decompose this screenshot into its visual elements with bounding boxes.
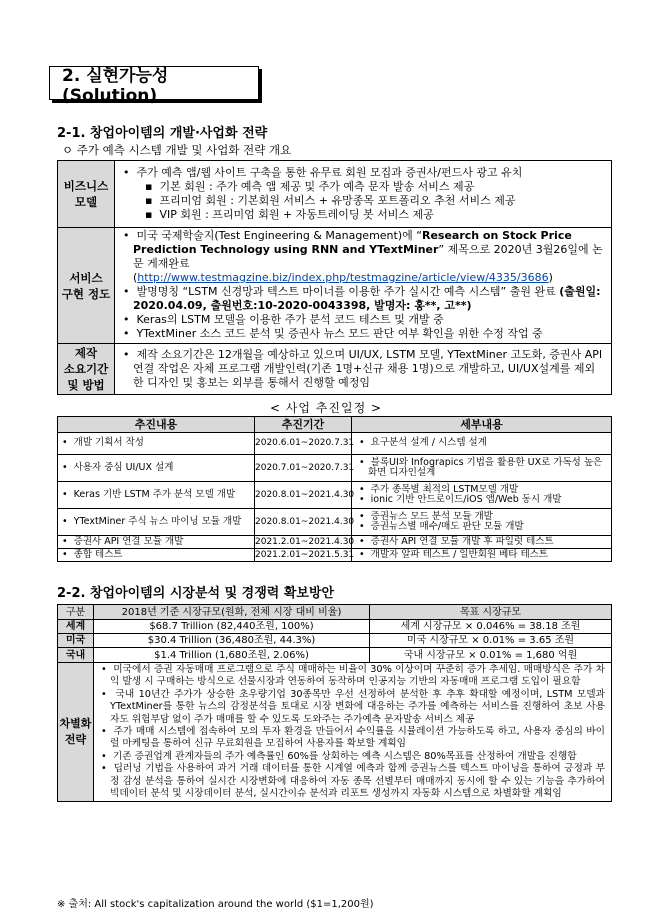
implementation-content [115, 228, 612, 344]
table-row [58, 228, 612, 344]
list-item: • 제작 소요기간은 12개월을 예상하고 있으며 UI/UX, LSTM 모델, YTextMiner 고도화, 증권사 API 연결 작업은 자체 프로그램 개발인력(기존 1명+신규 채용 1명)으로 개발하고, UI/UX설계를 제외한 디자인 및 홍보는 외부를 통해서 진행할 예정임 [123, 347, 603, 389]
production-content [115, 344, 612, 395]
list-item: • YTextMiner 소스 코드 분석 및 증권사 뉴스 모드 판단 여부 확인을 위한 수정 작업 중 [123, 327, 543, 340]
row-header-business-model: 비즈니스 모델 [58, 161, 115, 228]
column-header: 세부내용 [352, 417, 612, 433]
list-item: • Keras의 LSTM 모델을 이용한 주가 분석 코드 테스트 및 개발 중 [123, 313, 444, 326]
column-header: 목표 시장규모 [370, 605, 612, 620]
schedule-table [57, 416, 612, 562]
period-cell: 2020.8.01~2021.4.30 [255, 482, 352, 509]
list-item: • 주가 예측 앱/웹 사이트 구축을 통한 유무료 회원 모집과 증권사/펀드사 광고 유치 [123, 165, 523, 179]
paper-title: Research on Stock Price Prediction Technology using RNN and YTextMiner [133, 229, 572, 256]
detail-text: 주가 종목별 최적의 LSTM모델 개발 [370, 483, 519, 495]
overview-table [57, 160, 612, 395]
detail-text: 증권사 API 연결 모듈 개발 후 파일럿 테스트 [370, 535, 554, 547]
table-row [58, 620, 612, 634]
table-row [58, 634, 612, 648]
column-header: 구분 [58, 605, 94, 620]
region-label: 국내 [58, 648, 94, 663]
table-row: • 사용자 중심 UI/UX 설계 2020.7.01~2020.7.31 • 블록UI와 Infograpics 기법을 활용한 UX로 가독성 높은 화면 디자인설계 [58, 455, 612, 482]
table-row [58, 161, 612, 228]
list-item: ▪ 기본 회원 : 주가 예측 앱 제공 및 주가 예측 문자 발송 서비스 제공 [145, 179, 475, 193]
heading-2-2: 2-2. 창업아이템의 시장분석 및 경쟁력 확보방안 [57, 586, 335, 601]
list-item: • 미국 국제학술지(Test Engineering & Management)에 “Research on Stock Price Prediction Technology using RNN and YTextMiner” 제목으로 2020년 3월26일에 논문 게재완료(http://www.testmagzine.biz/index.php/testmagzine/article/view/4335/3686) [123, 229, 603, 284]
market-size: $1.4 Trillion (1,680조원, 2.06%) [94, 648, 370, 663]
task-cell: 개발 기획서 작성 [73, 437, 144, 449]
table-row: • YTextMiner 주식 뉴스 마이닝 모듈 개발 2020.8.01~2021.4.30 • 증권뉴스 모드 분석 모듈 개발 • 증권뉴스별 매수/매도 판단 모듈 개발 [58, 509, 612, 536]
row-header-production: 제작 소요기간 및 방법 [58, 344, 115, 395]
column-header: 추진내용 [58, 417, 255, 433]
region-label: 세계 [58, 620, 94, 634]
table-row: • 종합 테스트 2021.2.01~2021.5.31 • 개발자 알파 테스트 / 일반회원 베타 테스트 [58, 549, 612, 562]
column-header: 2018년 기준 시장규모(원화, 전체 시장 대비 비율) [94, 605, 370, 620]
section-title: 2. 실현가능성 (Solution) [62, 65, 169, 106]
strategy-content [94, 663, 612, 802]
overview-subtitle: ㅇ 주가 예측 시스템 개발 및 사업화 전략 개요 [62, 143, 292, 157]
table-row [58, 663, 612, 802]
task-cell: Keras 기반 LSTM 주가 분석 모델 개발 [73, 488, 236, 500]
detail-text: ionic 기반 안드로이드/iOS 앱/Web 동시 개발 [370, 494, 562, 505]
market-table [57, 604, 612, 802]
list-item: ▪ 프리미엄 회원 : 기본회원 서비스 + 유망종목 포트폴리오 추천 서비스 제공 [145, 193, 516, 207]
detail-text: 개발자 알파 테스트 / 일반회원 베타 테스트 [370, 548, 548, 560]
table-row [58, 344, 612, 395]
business-model-content [115, 161, 612, 228]
list-item: • 국내 10년간 주가가 상승한 초우량기업 30종목만 우선 선정하여 분석한 후 추후 확대할 예정이며, LSTM 모델과 YTextMiner를 통한 뉴스의 감정분석을 토대로 시장 변화에 대응하는 주가를 예측하는 서비스를 진행하여 초보 사용자도 위험부담 없이 주가 매매를 할 수 있도록 도와주는 주가예측 문자발송 서비스 제공 [101, 688, 605, 725]
list-item: • 미국에서 증권 자동매매 프로그램으로 주식 매매하는 비율이 30% 이상이며 꾸준히 증가 추세임. 매매방식은 주가 차익 발생 시 구매하는 방식으로 선물시장과 연동하여 동작하며 인공지능 기반의 자동매매 프로그램 도입이 필요함 [101, 664, 606, 688]
market-size: $30.4 Trillion (36,480조원, 44.3%) [94, 634, 370, 648]
period-cell: 2021.2.01~2021.5.31 [255, 549, 355, 560]
row-header-implementation: 서비스 구현 정도 [58, 228, 115, 344]
detail-text: 증권뉴스 모드 분석 모듈 개발 [370, 510, 493, 522]
list-item: • 주가 매매 시스템에 접속하여 모의 투자 환경을 만들어서 수익률을 시뮬레이션 가능하도록 하고, 사용자 중심의 바이럴 마케팅을 통하여 신규 무료회원을 모집하여 사용자를 확보할 계획임 [101, 726, 605, 750]
list-item: • 발명명칭 “LSTM 신경망과 텍스트 마이너를 이용한 주가 실시간 예측 시스템” 출원 완료 (출원일: 2020.04.09, 출원번호:10-2020-0043398, 발명자: 홍**, 고**) [123, 285, 601, 312]
market-size: $68.7 Trillion (82,440조원, 100%) [94, 620, 370, 634]
table-header-row [58, 417, 612, 433]
period-cell: 2020.6.01~2020.7.31 [255, 433, 352, 455]
table-row [58, 648, 612, 663]
list-item: ▪ VIP 회원 : 프리미엄 회원 + 자동트레이딩 봇 서비스 제공 [145, 207, 434, 221]
table-row: • 개발 기획서 작성 2020.6.01~2020.7.31 • 요구분석 설계 / 시스템 설계 [58, 433, 612, 455]
strategy-label: 차별화 전략 [58, 663, 94, 802]
region-label: 미국 [58, 634, 94, 648]
detail-text: 요구분석 설계 / 시스템 설계 [370, 437, 487, 449]
period-cell: 2020.8.01~2021.4.30 [255, 509, 352, 536]
table-row: • Keras 기반 LSTM 주가 분석 모델 개발 2020.8.01~2021.4.30 • 주가 종목별 최적의 LSTM모델 개발 • ionic 기반 안드로이드/iOS 앱/Web 동시 개발 [58, 482, 612, 509]
list-item: • 딥러닝 기법을 사용하여 과거 거래 데이터를 통한 시계열 예측과 함께 증권뉴스를 텍스트 마이닝을 통하여 긍정과 부정 감성 분석을 통하여 실시간 시장변화에 대응하여 자동 종목 선별부터 매매까지 동시에 할 수 있는 기능을 추가하여 빅데이터 분석 및 시장데이터 분석, 실시간이슈 분석과 리포트 생성까지 자동화 시스템으로 차별화할 계획임 [101, 763, 605, 800]
period-cell: 2020.7.01~2020.7.31 [255, 455, 352, 482]
heading-2-1: 2-1. 창업아이템의 개발·사업화 전략 [57, 126, 268, 141]
task-cell: 증권사 API 연결 모듈 개발 [73, 535, 184, 547]
paper-link[interactable]: http://www.testmagzine.biz/index.php/testmagzine/article/view/4335/3686 [137, 271, 549, 284]
section-title-box [49, 65, 259, 106]
column-header: 추진기간 [255, 417, 352, 433]
task-cell: 사용자 중심 UI/UX 설계 [73, 461, 174, 473]
target-size: 국내 시장규모 × 0.01% = 1,680 억원 [370, 648, 612, 663]
schedule-title: < 사업 추진일정 > [269, 401, 383, 415]
footnote: ※ 출처: All stock's capitalization around the world ($1=1,200원) [57, 899, 374, 910]
period-cell: 2021.2.01~2021.4.30 [255, 536, 355, 547]
target-size: 미국 시장규모 × 0.01% = 3.65 조원 [370, 634, 612, 648]
list-item: • 기존 증권업계 관계자들의 주가 예측률인 60%를 상회하는 예측 시스템은 80%목표를 산정하여 개발을 진행함 [101, 750, 577, 762]
target-size: 세계 시장규모 × 0.046% = 38.18 조원 [370, 620, 612, 634]
table-header-row [58, 605, 612, 620]
detail-text: 증권뉴스별 매수/매도 판단 모듈 개발 [370, 521, 524, 532]
table-row: • 증권사 API 연결 모듈 개발 2021.2.01~2021.4.30 • 증권사 API 연결 모듈 개발 후 파일럿 테스트 [58, 536, 612, 549]
detail-text: 블록UI와 Infograpics 기법을 활용한 UX로 가독성 높은 화면 디자인설계 [368, 456, 603, 478]
task-cell: YTextMiner 주식 뉴스 마이닝 모듈 개발 [73, 515, 242, 527]
task-cell: 종합 테스트 [73, 548, 123, 560]
